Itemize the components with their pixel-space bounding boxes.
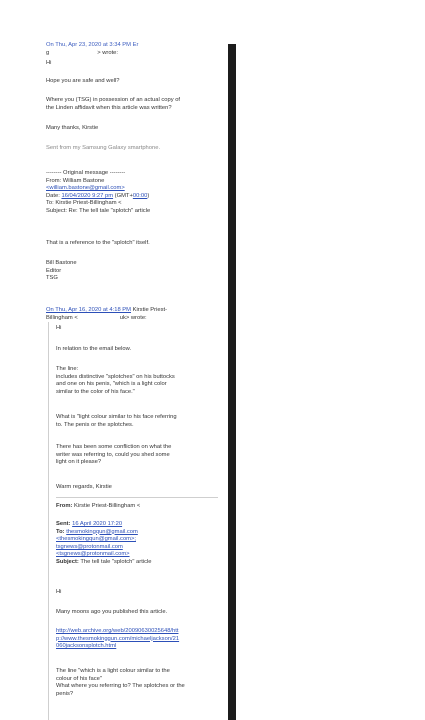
sent-from-line: Sent from my Samsung Galaxy smartphone.	[46, 145, 161, 151]
quote-line-block: The line: includes distinctive "splotches" on his buttocks and one on his penis, "which is a light color similar to the color of his face."	[56, 366, 175, 395]
forward-from: From: Kirstie Priest-Billingham <	[56, 503, 141, 509]
message-line: Hope you are safe and well?	[46, 78, 120, 84]
quote-header: On Thu, Apr 16, 2020 at 4:18 PM Kirstie Priest- Billingham < uk> wrote:	[46, 307, 168, 321]
forward-intro: Many moons ago you published this article.	[56, 609, 168, 615]
partial-header-line1: On Thu, Apr 23, 2020 at 3:34 PM Er	[46, 42, 139, 48]
quote-bar	[48, 322, 49, 720]
quote-question: What is "light colour similar to his face referring to. The penis or the splotches.	[56, 414, 177, 428]
greeting: Hi	[46, 60, 52, 66]
original-from: From: William Bastone	[46, 177, 105, 184]
partial-header-line2: g > wrote:	[46, 49, 119, 56]
forward-headers: Sent: 16 April 2020 17:20 To: thesmokingqun@gmail.com <thesmokingqun@gmail.com>; tsgnews@protonmail.com <tsgnews@protonmail.com> Subject: The tell tale "splotch" article	[56, 521, 152, 565]
original-from-email[interactable]: <william.bastone@gmail.com>	[46, 185, 125, 192]
original-date: Date: 16/04/2020 9:27 pm (GMT+00:00)	[46, 192, 150, 199]
message-paragraph: Where you (TSG) in possession of an actual copy of the Linden affidavit when this article was written?	[46, 97, 181, 111]
scrollbar[interactable]	[228, 44, 236, 720]
original-message-header	[46, 170, 218, 216]
forward-greeting: Hi	[56, 589, 62, 595]
message-signoff: Many thanks, Kirstie	[46, 125, 99, 131]
quote-greeting: Hi	[56, 325, 62, 331]
quote-intro: In relation to the email below.	[56, 346, 132, 352]
reply-body: That is a reference to the "splotch" itself.	[46, 240, 150, 246]
signature: Bill Bastone Editor TSG	[46, 260, 77, 282]
article-url[interactable]: http://web.archive.org/web/20090630025648/htt p://www.thesmokinggun.com/michaeljackson/21 060jacksonsplotch.html	[56, 628, 180, 650]
original-to: To: Kirstie Priest-Billingham <	[46, 200, 122, 207]
divider	[56, 497, 218, 498]
quote-confliction: There has been some confliction on what the writer was referring to, could you shed some light on it please?	[56, 444, 172, 466]
original-subject: Subject: Re: The tell tale "splotch" article	[46, 207, 151, 214]
partial-header	[46, 42, 218, 57]
forward-question: The line "which is a light colour similar to the colour of his face" What where you referring to? The splotches or the penis?	[56, 668, 185, 697]
quote-regards: Warm regards, Kirstie	[56, 484, 112, 490]
original-message-label: -------- Original message --------	[46, 170, 126, 176]
